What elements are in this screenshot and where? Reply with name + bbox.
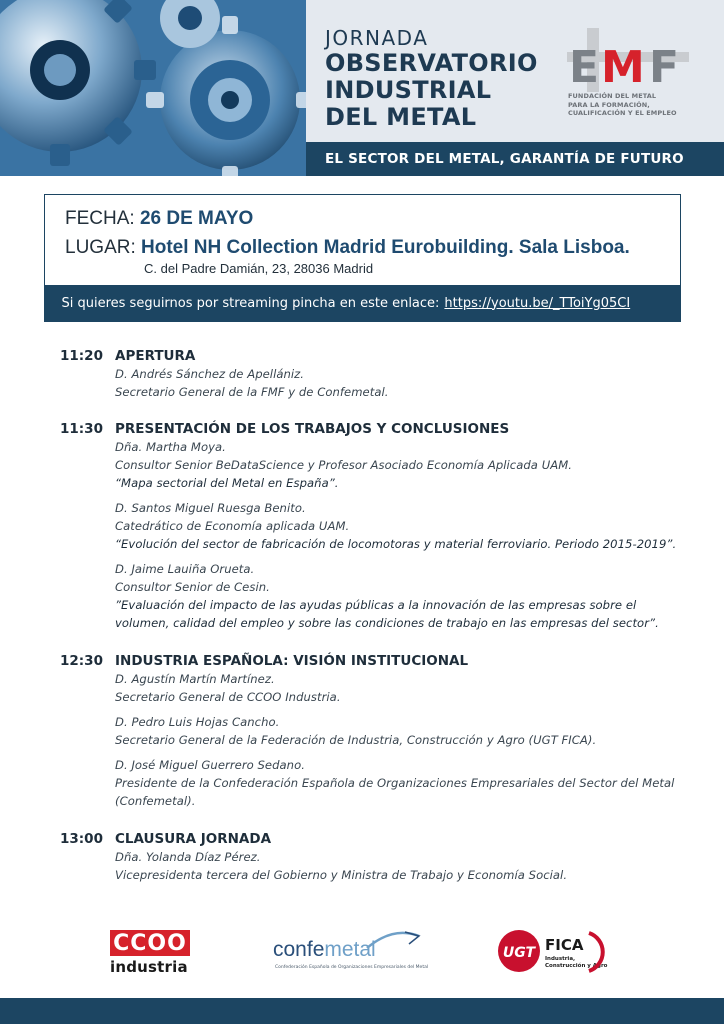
- event-info-box: [44, 194, 681, 322]
- slot-line: (Confemetal).: [115, 794, 196, 808]
- ccoo-wordmark: CCOO: [110, 930, 190, 956]
- date-value: 26 DE MAYO: [139, 208, 254, 229]
- slot-title: PRESENTACIÓN DE LOS TRABAJOS Y CONCLUSIONES: [115, 421, 510, 437]
- ugt-emblem-icon: [497, 928, 543, 974]
- title-line: OBSERVATORIO: [325, 49, 538, 77]
- header-banner: [0, 0, 724, 176]
- slot-time: 11:20: [60, 348, 103, 364]
- slot-title: CLAUSURA JORNADA: [115, 831, 272, 847]
- slot-line: D. Andrés Sánchez de Apellániz.: [115, 367, 305, 381]
- svg-text:UGT: UGT: [502, 945, 536, 961]
- confemetal-part-b: metal: [324, 938, 376, 961]
- venue-row: [65, 237, 630, 259]
- fmf-tagline-line: FUNDACIÓN DEL METAL: [568, 92, 657, 100]
- slot-title: INDUSTRIA ESPAÑOLA: VISIÓN INSTITUCIONAL: [115, 653, 469, 669]
- confemetal-wordmark: [273, 938, 376, 962]
- fica-arc-icon: [585, 930, 615, 974]
- title-line: INDUSTRIAL: [325, 76, 492, 104]
- slot-time: 11:30: [60, 421, 103, 437]
- title-line: DEL METAL: [325, 103, 477, 131]
- date-row: [65, 208, 253, 230]
- streaming-bar: [44, 285, 681, 321]
- date-label: FECHA:: [65, 208, 135, 229]
- slot-time: 12:30: [60, 653, 103, 669]
- confemetal-logo: [273, 930, 429, 980]
- streaming-link[interactable]: https://youtu.be/_TToiYg05CI: [444, 295, 631, 311]
- slot-line: ”Evaluación del impacto de las ayudas públicas a la innovación de las empresas sobre el: [115, 598, 637, 612]
- slot-line: Vicepresidenta tercera del Gobierno y Ministra de Trabajo y Economía Social.: [115, 868, 568, 882]
- title-jornada: JORNADA: [325, 26, 429, 50]
- venue-label: LUGAR:: [65, 237, 136, 258]
- slot-line: D. Santos Miguel Ruesga Benito.: [115, 501, 306, 515]
- fmf-f-glyph: F: [649, 42, 680, 92]
- slot-line: Dña. Yolanda Díaz Pérez.: [115, 850, 261, 864]
- slot-line: volumen, calidad del empleo y sobre las condiciones de trabajo en las empresas del sector”.: [115, 616, 659, 630]
- gears-hero-image: [0, 0, 306, 176]
- fmf-m-glyph: M: [601, 42, 645, 92]
- streaming-text: Si quieres seguirnos por streaming pincha en este enlace:: [61, 295, 440, 311]
- venue-value: Hotel NH Collection Madrid Eurobuilding. Sala Lisboa.: [141, 237, 630, 258]
- fmf-tagline: [568, 92, 708, 118]
- sponsor-logos: [0, 920, 724, 990]
- fmf-logo: [567, 28, 689, 92]
- fica-subtitle-line: Industria,: [545, 956, 576, 962]
- slot-line: Secretario General de la Federación de Industria, Construcción y Agro (UGT FICA).: [115, 733, 597, 747]
- fmf-tagline-line: CUALIFICACIÓN Y EL EMPLEO: [568, 109, 677, 117]
- confemetal-subtitle: Confederación Española de Organizaciones Empresariales del Metal: [275, 965, 429, 970]
- slot-line: Secretario General de la FMF y de Confemetal.: [115, 385, 389, 399]
- slot-line: Catedrático de Economía aplicada UAM.: [115, 519, 350, 533]
- slogan-bar: EL SECTOR DEL METAL, GARANTÍA DE FUTURO: [306, 142, 724, 176]
- slot-line: “Mapa sectorial del Metal en España”.: [115, 476, 339, 490]
- slot-line: Consultor Senior de Cesin.: [115, 580, 270, 594]
- slot-line: “Evolución del sector de fabricación de locomotoras y material ferroviario. Periodo 2015-2019”.: [115, 537, 677, 551]
- confemetal-part-a: confe: [273, 938, 325, 961]
- ccoo-industria-logo: [110, 930, 192, 976]
- venue-address: C. del Padre Damián, 23, 28036 Madrid: [144, 261, 374, 276]
- slot-line: D. Jaime Lauiña Orueta.: [115, 562, 255, 576]
- slot-line: D. Agustín Martín Martínez.: [115, 672, 275, 686]
- fmf-tagline-line: PARA LA FORMACIÓN,: [568, 100, 650, 109]
- slot-line: Dña. Martha Moya.: [115, 440, 226, 454]
- ugt-fica-logo: [497, 928, 615, 976]
- ccoo-subtitle: industria: [110, 958, 188, 976]
- slot-line: D. José Miguel Guerrero Sedano.: [115, 758, 305, 772]
- slot-line: Presidente de la Confederación Española de Organizaciones Empresariales del Sector del Metal: [115, 776, 675, 790]
- confemetal-swoosh-icon: [365, 930, 421, 952]
- slot-line: Secretario General de CCOO Industria.: [115, 690, 341, 704]
- slot-time: 13:00: [60, 831, 103, 847]
- fica-subtitle-line: Construcción y Agro: [545, 963, 608, 969]
- gears-icon: [0, 0, 306, 176]
- event-title: [325, 26, 565, 131]
- fmf-e-glyph: E: [569, 42, 600, 92]
- fica-title: FICA: [545, 936, 584, 954]
- footer-bar: [0, 998, 724, 1024]
- slot-line: Consultor Senior BeDataScience y Profesor Asociado Economía Aplicada UAM.: [115, 458, 572, 472]
- slot-title: APERTURA: [115, 348, 196, 364]
- slot-line: D. Pedro Luis Hojas Cancho.: [115, 715, 280, 729]
